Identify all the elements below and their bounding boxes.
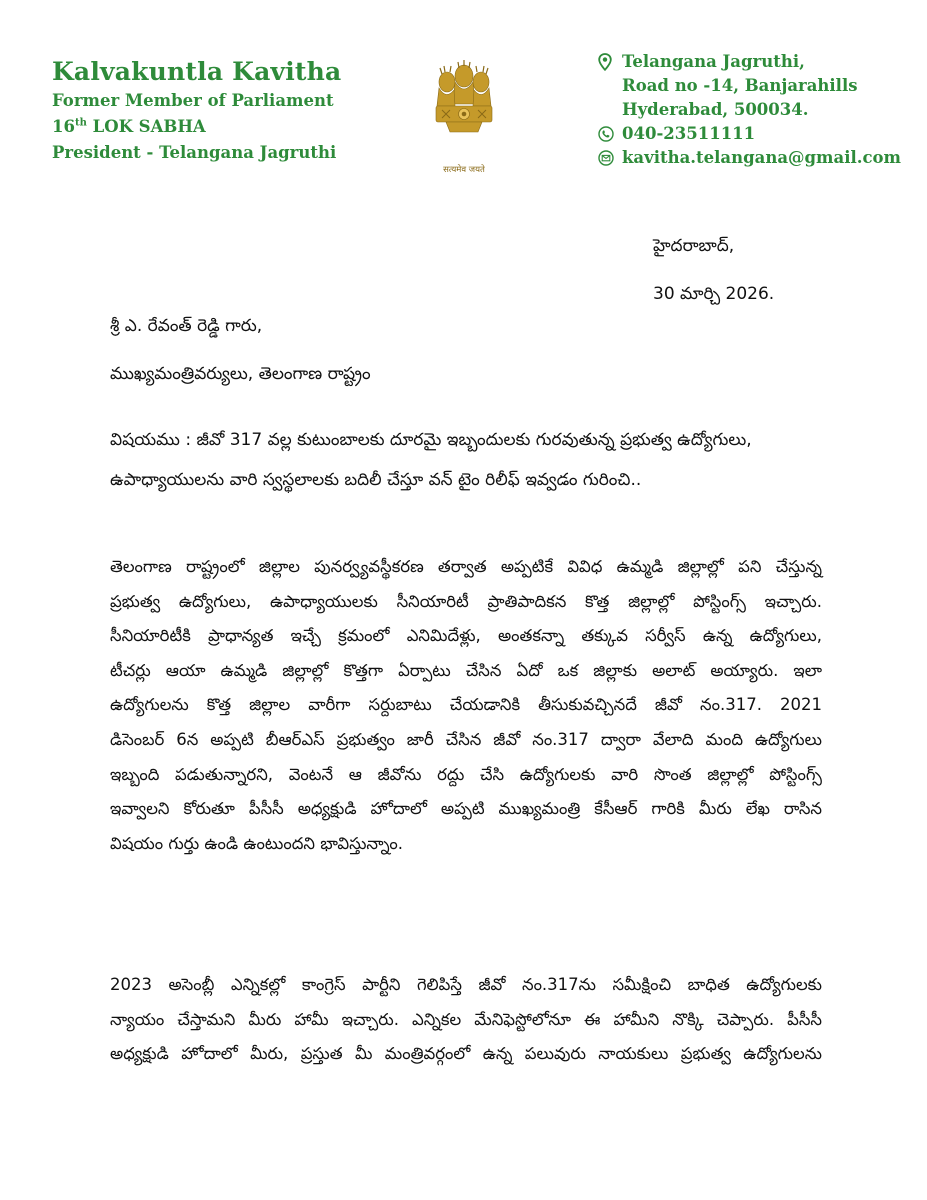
body-paragraph-1 xyxy=(110,550,822,861)
letter-date: 30 మార్చి 2026. xyxy=(653,284,775,304)
address-row xyxy=(598,50,901,122)
letterhead-right xyxy=(598,50,901,170)
phone-icon xyxy=(598,122,622,146)
body-paragraph-2 xyxy=(110,968,822,1072)
emblem-motto: सत्यमेव जयते xyxy=(443,165,485,175)
paragraph-line: డిసెంబర్ 6న అప్పటి బీఆర్ఎస్ ప్రభుత్వం జారీ చేసిన జీవో నం.317 ద్వారా వేలాది మంది ఉద్యోగులు xyxy=(110,729,822,749)
date-block xyxy=(653,222,774,318)
lok-sabha-suffix: th xyxy=(74,117,87,129)
phone-row xyxy=(598,122,901,146)
email-address: kavitha.telangana@gmail.com xyxy=(622,148,902,167)
email-icon xyxy=(598,146,622,170)
addressee-designation: ముఖ్యమంత్రివర్యులు, తెలంగాణ రాష్ట్రం xyxy=(110,364,371,384)
subject xyxy=(110,420,822,500)
phone-number: 040-23511111 xyxy=(622,124,756,143)
paragraph-line: టీచర్లు ఆయా ఉమ్మడి జిల్లాల్లో కొత్తగా ఏర్పాటు చేసిన ఏదో ఒక జిల్లాకు అలాట్ అయ్యారు. ఇలా xyxy=(110,660,822,680)
paragraph-line: న్యాయం చేస్తామని మీరు హామీ ఇచ్చారు. ఎన్నికల మేనిఫెస్టోలోనూ ఈ హామీని నొక్కి చెప్పారు. పీసీసీ xyxy=(110,1009,822,1029)
paragraph-line: 2023 అసెంబ్లీ ఎన్నికల్లో కాంగ్రెస్ పార్టీని గెలిపిస్తే జీవో నం.317ను సమీక్షించి బాధిత ఉద్యోగులకు xyxy=(110,975,822,994)
letter-place: హైదరాబాద్, xyxy=(653,236,735,256)
paragraph-line: విషయం గుర్తు ఉండి ఉంటుందని భావిస్తున్నాం. xyxy=(110,833,403,853)
addressee-name: శ్రీ ఎ. రేవంత్ రెడ్డి గారు, xyxy=(110,316,263,336)
sender-title: Former Member of Parliament xyxy=(52,91,334,110)
addressee xyxy=(110,302,371,398)
sender-name: Kalvakuntla Kavitha xyxy=(52,57,342,86)
national-emblem xyxy=(430,60,498,178)
paragraph-line: సీనియారిటీకి ప్రాధాన్యత ఇచ్చే క్రమంలో ఎనిమిదేళ్లు, అంతకన్నా తక్కువ సర్వీస్ ఉన్న ఉద్యోగులు, xyxy=(110,626,822,646)
email-row xyxy=(598,146,901,170)
paragraph-line: ఇవ్వాలని కోరుతూ పీసీసీ అధ్యక్షుడి హోదాలో అప్పటి ముఖ్యమంత్రి కేసీఆర్ గారికి మీరు లేఖ రాసిన xyxy=(110,799,822,819)
lok-sabha-number: 16 xyxy=(52,117,75,136)
letterhead-left xyxy=(52,56,341,166)
lok-sabha-label: LOK SABHA xyxy=(86,117,206,136)
lion-capital-icon xyxy=(430,60,498,178)
sender-lok-sabha xyxy=(52,114,341,140)
paragraph-line: తెలంగాణ రాష్ట్రంలో జిల్లాల పునర్వ్యవస్థీకరణ తర్వాత అప్పటికే వివిధ ఉమ్మడి జిల్లాల్లో పని చేస్తున్న xyxy=(110,557,822,576)
address-line-1: Telangana Jagruthi, xyxy=(622,52,805,71)
paragraph-line: అధ్యక్షుడి హోదాలో మీరు, ప్రస్తుత మీ మంత్రివర్గంలో ఉన్న పలువురు నాయకులు ప్రభుత్వ ఉద్యోగులను xyxy=(110,1044,822,1064)
subject-line-1: విషయము : జీవో 317 వల్ల కుటుంబాలకు దూరమై ఇబ్బందులకు గురవుతున్న ప్రభుత్వ ఉద్యోగులు, xyxy=(110,430,752,450)
paragraph-line: ఉద్యోగులను కొత్త జిల్లాల వారీగా సర్దుబాటు చేయడానికి తీసుకువచ్చినదే జీవో నం.317. 2021 xyxy=(110,695,822,715)
paragraph-line: ప్రభుత్వ ఉద్యోగులు, ఉపాధ్యాయులకు సీనియారిటీ ప్రాతిపాదికన కొత్త జిల్లాల్లో పోస్టింగ్స్ ఇచ్చారు. xyxy=(110,591,822,611)
paragraph-line: ఇబ్బంది పడుతున్నారని, వెంటనే ఆ జీవోను రద్దు చేసి ఉద్యోగులకు వారి సొంత జిల్లాల్లో పోస్టింగ్స్ xyxy=(110,764,822,784)
location-pin-icon xyxy=(598,50,622,74)
sender-position: President - Telangana Jagruthi xyxy=(52,143,337,162)
address-line-2: Road no -14, Banjarahills xyxy=(622,76,858,95)
address-line-3: Hyderabad, 500034. xyxy=(622,100,809,119)
subject-line-2: ఉపాధ్యాయులను వారి స్వస్థలాలకు బదిలీ చేస్తూ వన్ టైం రిలీఫ్ ఇవ్వడం గురించి.. xyxy=(110,470,642,490)
